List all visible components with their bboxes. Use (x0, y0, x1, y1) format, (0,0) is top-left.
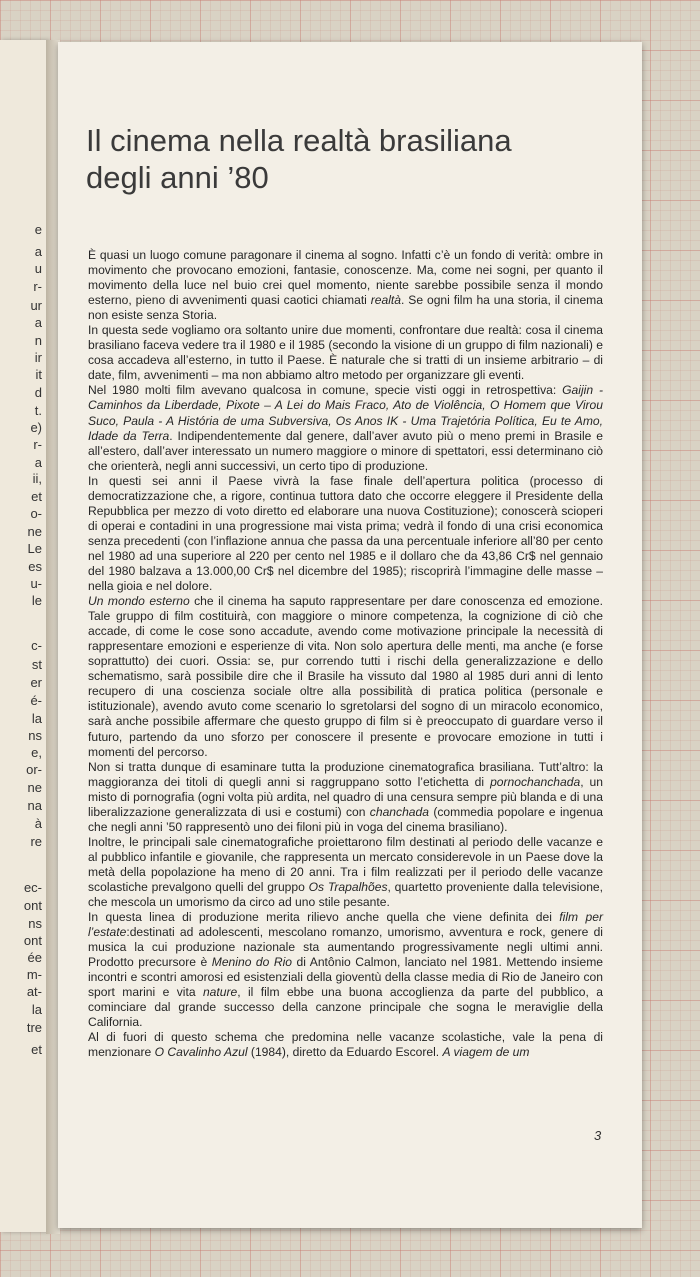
text-run: . Indipendentemente dal genere, dall’aver avuto più o meno premi in Brasile e all’estero, dall’aver interessato un numero maggiore o minore di spettatori, essi determinano ciò che orienterà, negli anni successivi, un certo tipo di produzione. (88, 428, 603, 473)
paragraph (88, 474, 603, 594)
italic-text: realtà (370, 293, 402, 308)
left-page-text-fragment: it (35, 367, 42, 382)
left-page-text-fragment: r- (33, 437, 42, 452)
paragraph (88, 383, 603, 473)
left-page-text-fragment: ne (27, 780, 42, 795)
left-page-text-fragment: Le (27, 541, 42, 556)
left-page-text-fragment: na (27, 798, 42, 813)
text-run: È quasi un luogo comune paragonare il cinema al sogno. Infatti c’è un fondo di verità: ombre in movimento che provocano emozioni, fantasie, conoscenze. Ma, come nei sogni, per quanto il movimento della luce nel buio crei quel momento, niente sarebbe possibile senza il mondo esterno, pieno di avvenimenti quasi caotici chiamati (88, 248, 603, 308)
left-page-text-fragment: re (30, 834, 42, 849)
italic-text: nature (202, 985, 238, 1000)
left-page-text-fragment: or- (26, 762, 42, 777)
italic-text: Un mondo esterno (88, 594, 190, 609)
left-page-text-fragment: t. (34, 403, 42, 418)
page-number: 3 (594, 1128, 602, 1143)
paragraph (88, 835, 603, 910)
left-page-text-fragment: m- (26, 967, 42, 982)
left-page-text-fragment: la (31, 711, 42, 726)
text-run: Inoltre, le principali sale cinematografiche proiettarono film destinati al periodo delle vacanze e al pubblico infantile e giovanile, che rappresenta un mercato considerevole in un Paese dove la metà della popolazione ha meno di 20 anni. Tra i film realizzati per il periodo delle vacanze scolastiche prevalgono quelli del gruppo (88, 834, 603, 894)
left-page-text-fragment: et (31, 1042, 42, 1057)
left-page-text-fragment: ur (30, 298, 42, 313)
left-page-text-fragment: ont (23, 898, 42, 913)
text-run: Nel 1980 molti film avevano qualcosa in comune, specie visti oggi in retrospettiva: (88, 383, 563, 398)
left-page-text-fragment: tre (26, 1020, 42, 1035)
italic-text: O Cavalinho Azul (154, 1045, 248, 1060)
left-page-text-fragment: e, (31, 745, 42, 760)
left-page-text-fragment: e (34, 222, 42, 237)
left-page-text-fragment: e) (30, 420, 42, 435)
text-run: , il film ebbe una buona accoglienza da parte del pubblico, a cominciare dal grande successo della canzone principale che sogna le meraviglie della California. (88, 985, 603, 1030)
left-page-text-fragment: a (34, 244, 42, 259)
page-title (86, 122, 512, 196)
paragraph (88, 1030, 603, 1060)
italic-text: A viagem de um (442, 1045, 530, 1060)
text-run: (1984), diretto da Eduardo Escorel. (247, 1045, 443, 1060)
left-page-text-fragment: o- (30, 506, 42, 521)
left-page-text-fragment: ec- (23, 880, 42, 895)
paragraph (88, 910, 603, 1030)
text-run: In questa sede vogliamo ora soltanto unire due momenti, confrontare due realtà: cosa il cinema brasiliano faceva vedere tra il 1980 e il 1985 (secondo la visione di un gruppo di film nazionali) e cosa accadeva all’esterno, in tutto il Paese. È naturale che si tratti di un insieme arbitrario – di date, film, avvenimenti – ma non abbiamo altro metodo per organizzare gli eventi. (88, 323, 603, 383)
left-page-text-fragment: et (31, 489, 42, 504)
text-run: che il cinema ha saputo rappresentare per dare conoscenza ed emozione. Tale gruppo di film costituirà, con maggiore o minore competenza, la cognizione di ciò che accade, di come le cose sono accadute, avendo come motivazione principale la necessità di rappresentare emozioni e esperienze di vita. Non solo apertura delle menti, ma anche (e forse soprattutto) dei cuori. Ossia: se, pur correndo tutti i rischi della generalizzazione e dello schematismo, sarà possibile dire che il Brasile ha vissuto dal 1980 al 1985 duri anni di lento recupero di una coscienza sociale oltre alla possibilità di pratica politica (personale e istituzionale), avendo avuto come scenario lo sgretolarsi del sogno di un miracolo economico, sarà anche possibile affermare che questo gruppo di film si è preoccupato di guardare verso il futuro, partendo da uno sforzo per conoscere il presente e provocare emozione in tutti i momenti del percorso. (88, 594, 603, 759)
left-page-text-fragment: ii, (32, 471, 42, 486)
text-run: , quartetto proveniente dalla televisione, che mescola un umorismo da circo ad uno stile pesante. (88, 879, 604, 910)
left-page-text-fragment: u (34, 261, 42, 276)
text-run: Al di fuori di questo schema che predomina nelle vacanze scolastiche, vale la pena di menzionare (88, 1030, 603, 1060)
italic-text: Menino do Rio (211, 955, 293, 970)
left-page-text-fragment: ée (27, 950, 42, 965)
text-run: Non si tratta dunque di esaminare tutta la produzione cinematografica brasiliana. Tutt’altro: la maggioranza dei titoli di quegli anni si raggruppano sotto l’etichetta di (88, 759, 603, 789)
text-run: (commedia popolare e ingenua che negli anni ’50 rappresentò uno dei filoni più in voga del cinema brasiliano). (88, 804, 603, 834)
text-run: di Antônio Calmon, lanciato nel 1981. Mettendo insieme incontri e scontri amorosi ed esistenziali della gioventù della classe media di Rio de Janeiro con sport marini e vita (88, 955, 603, 1000)
left-page-text-fragment: d (34, 385, 42, 400)
left-page-text-fragment: ont (23, 933, 42, 948)
left-page-text-fragment: la (31, 1002, 42, 1017)
paragraph (88, 594, 603, 760)
left-page-text-fragment: es (28, 559, 42, 574)
title-line-1: Il cinema nella realtà brasiliana (86, 123, 512, 158)
text-run: :destinati ad adolescenti, mescolano romanzo, umorismo, avventura e rock, genere di musica la cui produzione nazionale sta aumentando progressivamente negli ultimi anni. Prodotto precursore è (88, 925, 603, 970)
italic-text: chanchada (369, 804, 429, 819)
text-run: . Se ogni film ha una storia, il cinema non esiste senza Storia. (88, 293, 603, 323)
article-body (88, 248, 603, 1061)
left-page-text-fragment: r- (33, 279, 42, 294)
left-page-text-fragment: er (30, 675, 42, 690)
left-page-text-fragment: st (31, 657, 42, 672)
italic-text: pornochanchada (490, 774, 581, 789)
left-page-text-fragment: at- (26, 984, 42, 999)
left-page-text-fragment: à (34, 816, 42, 831)
left-page-text-fragment: é- (30, 693, 42, 708)
left-page-text-fragment: a (34, 455, 42, 470)
left-facing-page (0, 40, 48, 1232)
left-page-text-fragment: a (34, 315, 42, 330)
italic-text: Os Trapalhões (308, 879, 388, 894)
italic-text: Gaijin - Caminhos da Liberdade, Pixote – A Lei do Mais Fraco, Ato de Violência, O Homem que Virou Suco, Paula - A História de uma Subversiva, Os Anos IK - Uma Trajetória Política, Eu te Amo, Idade da Terra (88, 383, 603, 443)
left-page-text-fragment: u- (30, 576, 42, 591)
left-page-text-fragment: ir (34, 350, 42, 365)
text-run: In questa linea di produzione merita rilievo anche quella che viene definita dei (88, 910, 560, 925)
left-page-text-fragment: n (34, 333, 42, 348)
document-page (58, 42, 642, 1228)
paragraph (88, 323, 603, 383)
left-page-text-fragment: ne (27, 524, 42, 539)
title-line-2: degli anni ’80 (86, 160, 269, 195)
left-page-text-fragment: ns (28, 916, 42, 931)
paragraph (88, 760, 603, 835)
text-run: , un misto di pornografia (ogni volta più ardita, nel quadro di una censura sempre più blanda e di una liberalizzazione generalizzata di usi e costumi) con (88, 774, 603, 819)
paragraph (88, 248, 603, 323)
left-page-text-fragment: ns (28, 728, 42, 743)
left-page-text-fragment: c- (31, 638, 42, 653)
text-run: In questi sei anni il Paese vivrà la fase finale dell’apertura politica (processo di democratizzazione che, a rigore, continua tuttora dato che occorre eleggere il Presidente della Repubblica per mezzo di voto diretto ed elaborare una nuova Costituzione); conoscerà scioperi di operai e contadini in una progressione mai vista prima; vedrà il fondo di una crisi economica senza precedenti (con l’inflazione annua che passa da una percentuale inferiore all’80 per cento nel 1980 ad una superiore al 220 per cento nel 1985 e il dollaro che da 43,86 Cr$ nel gennaio del 1980 balzava a 13.000,00 Cr$ nel dicembre del 1985); riscoprirà l’immagine delle masse – nella gioia e nel dolore. (88, 473, 603, 594)
left-page-text-fragment: le (31, 593, 42, 608)
italic-text: film per l’estate (88, 910, 603, 940)
